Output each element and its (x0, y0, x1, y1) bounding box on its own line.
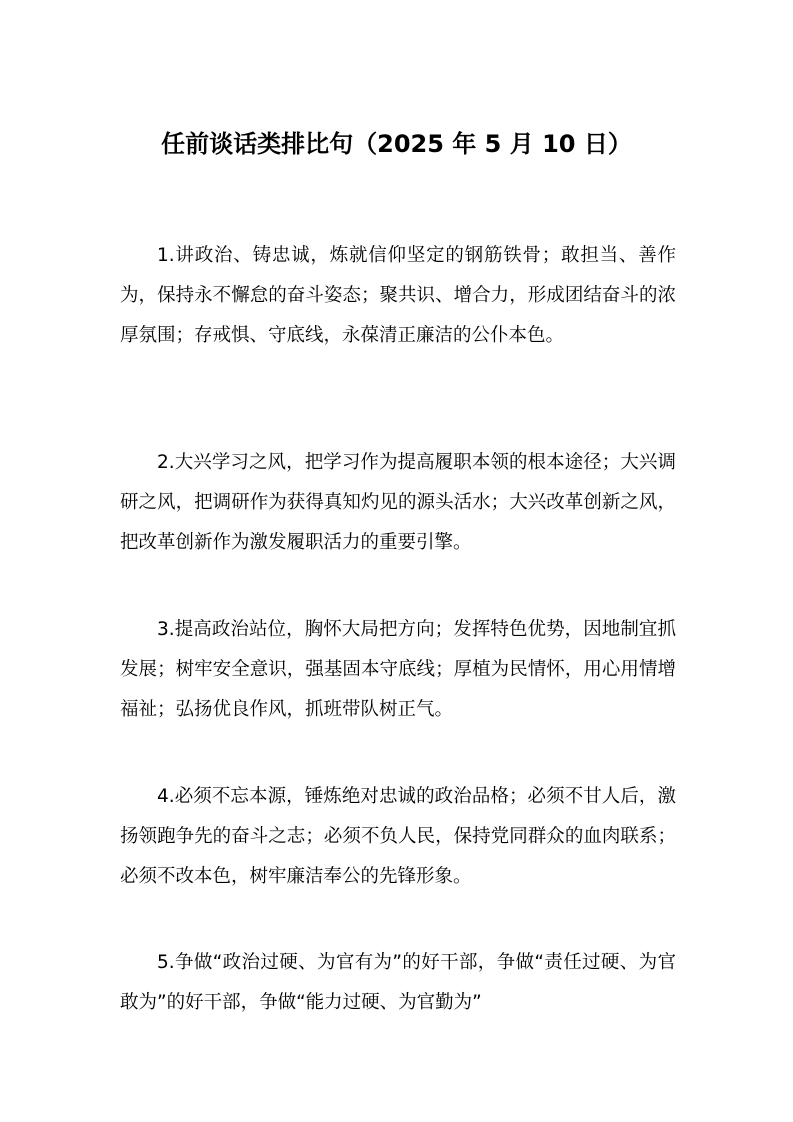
paragraph-4: 4.必须不忘本源，锤炼绝对忠诚的政治品格；必须不甘人后，激扬领跑争先的奋斗之志；必须不负人民，保持党同群众的血肉联系；必须不改本色，树牢廉洁奉公的先锋形象。 (120, 786, 676, 887)
document-title: 任前谈话类排比句（2025 年 5 月 10 日） (161, 130, 632, 158)
paragraph-5: 5.争做“政治过硬、为官有为”的好干部，争做“责任过硬、为官敢为”的好干部，争做“能力过硬、为官勤为” (120, 952, 676, 1013)
paragraph-2: 2.大兴学习之风，把学习作为提高履职本领的根本途径；大兴调研之风，把调研作为获得真知灼见的源头活水；大兴改革创新之风，把改革创新作为激发履职活力的重要引擎。 (120, 452, 676, 553)
paragraph-3: 3.提高政治站位，胸怀大局把方向；发挥特色优势，因地制宜抓发展；树牢安全意识，强基固本守底线；厚植为民情怀，用心用情增福祉；弘扬优良作风，抓班带队树正气。 (120, 619, 676, 720)
paragraph-1: 1.讲政治、铸忠诚，炼就信仰坚定的钢筋铁骨；敢担当、善作为，保持永不懈怠的奋斗姿态；聚共识、增合力，形成团结奋斗的浓厚氛围；存戒惧、守底线，永葆清正廉洁的公仆本色。 (120, 245, 676, 346)
